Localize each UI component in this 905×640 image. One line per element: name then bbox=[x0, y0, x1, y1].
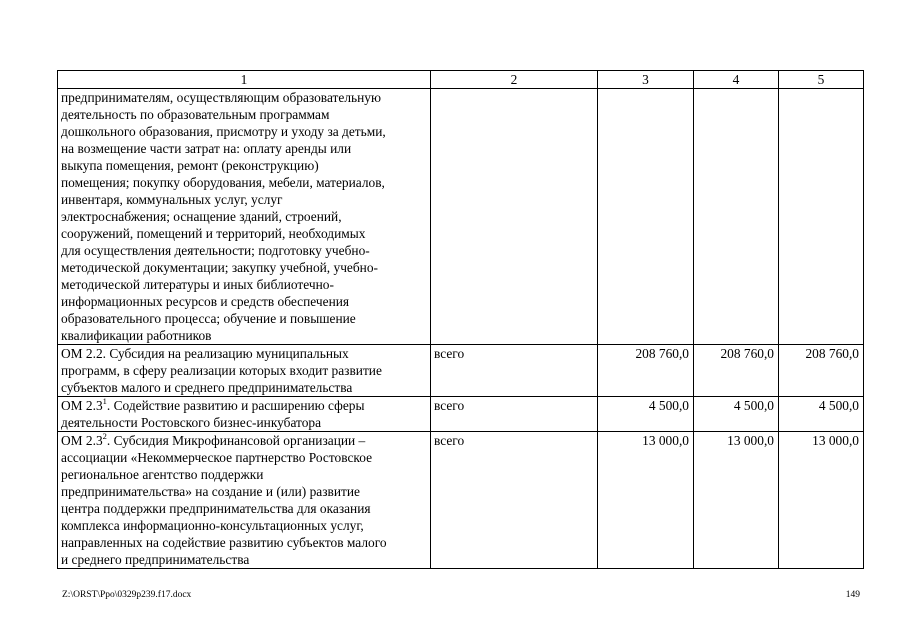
column-header-3: 3 bbox=[598, 71, 694, 89]
description-line: предпринимателям, осуществляющим образовательную bbox=[61, 90, 381, 105]
description-line: информационных ресурсов и средств обеспечения bbox=[61, 294, 350, 309]
row-value-col3: 208 760,0 bbox=[598, 345, 694, 397]
description-line: предпринимательства» на создание и (или) развитие bbox=[61, 484, 360, 499]
table-row bbox=[58, 432, 864, 569]
row-description bbox=[58, 89, 431, 345]
item-code: ОМ 2.3 bbox=[61, 433, 103, 448]
item-title: . Содействие развитию и расширению сферы bbox=[106, 398, 365, 413]
description-line: центра поддержки предпринимательства для оказания bbox=[61, 501, 371, 516]
description-line: субъектов малого и среднего предпринимательства bbox=[61, 380, 353, 395]
table-header-row bbox=[58, 71, 864, 89]
description-line: помещения; покупку оборудования, мебели, материалов, bbox=[61, 175, 385, 190]
footer-page-number: 149 bbox=[845, 590, 860, 600]
row-category: всего bbox=[431, 397, 598, 432]
description-line: образовательного процесса; обучение и повышение bbox=[61, 311, 356, 326]
description-line: электроснабжения; оснащение зданий, строений, bbox=[61, 209, 342, 224]
row-value-col5 bbox=[779, 89, 864, 345]
row-value-col4: 208 760,0 bbox=[694, 345, 779, 397]
column-header-1: 1 bbox=[58, 71, 431, 89]
table-row bbox=[58, 397, 864, 432]
footer-file-path: Z:\ORST\Ppo\0329p239.f17.docx bbox=[62, 590, 192, 600]
row-value-col5: 4 500,0 bbox=[779, 397, 864, 432]
row-value-col4: 4 500,0 bbox=[694, 397, 779, 432]
column-header-2: 2 bbox=[431, 71, 598, 89]
column-header-5: 5 bbox=[779, 71, 864, 89]
description-line: и среднего предпринимательства bbox=[61, 552, 250, 567]
row-description bbox=[58, 345, 431, 397]
column-header-4: 4 bbox=[694, 71, 779, 89]
row-value-col4: 13 000,0 bbox=[694, 432, 779, 569]
table-row bbox=[58, 345, 864, 397]
description-line: деятельность по образовательным программам bbox=[61, 107, 330, 122]
row-value-col5: 208 760,0 bbox=[779, 345, 864, 397]
row-value-col5: 13 000,0 bbox=[779, 432, 864, 569]
item-title: . Субсидия Микрофинансовой организации – bbox=[106, 433, 366, 448]
row-value-col3: 13 000,0 bbox=[598, 432, 694, 569]
description-line: выкупа помещения, ремонт (реконструкцию) bbox=[61, 158, 319, 173]
description-line: сооружений, помещений и территорий, необходимых bbox=[61, 226, 366, 241]
description-line: программ, в сферу реализации которых входит развитие bbox=[61, 363, 382, 378]
description-line: методической литературы и иных библиотечно- bbox=[61, 277, 334, 292]
description-line: для осуществления деятельности; подготовку учебно- bbox=[61, 243, 370, 258]
description-line bbox=[61, 397, 426, 414]
item-code: ОМ 2.3 bbox=[61, 398, 103, 413]
description-line: инвентаря, коммунальных услуг, услуг bbox=[61, 192, 283, 207]
row-value-col4 bbox=[694, 89, 779, 345]
row-category: всего bbox=[431, 345, 598, 397]
description-line: на возмещение части затрат на: оплату аренды или bbox=[61, 141, 352, 156]
row-value-col3 bbox=[598, 89, 694, 345]
row-category: всего bbox=[431, 432, 598, 569]
row-value-col3: 4 500,0 bbox=[598, 397, 694, 432]
description-line bbox=[61, 432, 426, 449]
item-superscript: 2 bbox=[102, 431, 107, 441]
budget-table bbox=[57, 70, 864, 569]
row-description bbox=[58, 397, 431, 432]
description-line: деятельности Ростовского бизнес-инкубатора bbox=[61, 415, 322, 430]
description-line: ассоциации «Некоммерческое партнерство Ростовское bbox=[61, 450, 373, 465]
description-line: методической документации; закупку учебной, учебно- bbox=[61, 260, 379, 275]
description-line: направленных на содействие развитию субъектов малого bbox=[61, 535, 387, 550]
description-line: ОМ 2.2. Субсидия на реализацию муниципальных bbox=[61, 346, 349, 361]
description-line: дошкольного образования, присмотру и уходу за детьми, bbox=[61, 124, 386, 139]
item-superscript: 1 bbox=[102, 396, 107, 406]
row-category bbox=[431, 89, 598, 345]
description-line: квалификации работников bbox=[61, 328, 212, 343]
table-row bbox=[58, 89, 864, 345]
description-line: региональное агентство поддержки bbox=[61, 467, 264, 482]
description-line: комплекса информационно-консультационных услуг, bbox=[61, 518, 364, 533]
row-description bbox=[58, 432, 431, 569]
